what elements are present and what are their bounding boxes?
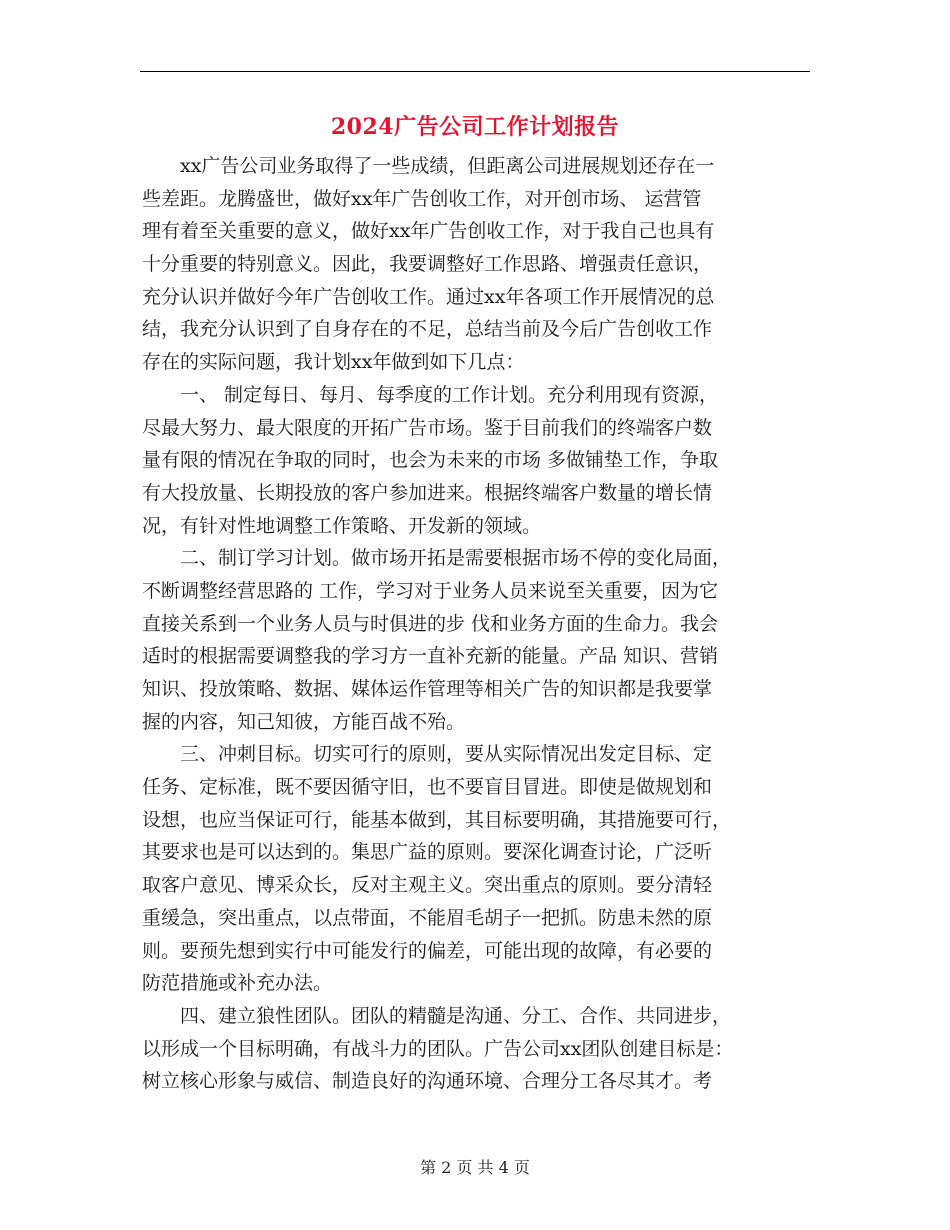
- text-line: 尽最大努力、最大限度的开拓广告市场。鉴于目前我们的终端客户数: [142, 416, 713, 439]
- text-line: 则。要预先想到实行中可能发行的偏差，可能出现的故障，有必要的: [142, 939, 713, 962]
- text-line: 四、建立狼性团队。团队的精髓是沟通、分工、合作、共同进步，: [142, 1004, 732, 1027]
- document-title: 2024广告公司工作计划报告: [330, 114, 620, 140]
- text-line: 十分重要的特别意义。因此，我要调整好工作思路、增强责任意识，: [142, 253, 713, 276]
- text-line: 防范措施或补充办法。: [142, 972, 333, 995]
- text-line: 有大投放量、长期投放的客户参加进来。根据终端客户数量的增长情: [142, 481, 713, 504]
- text-line: 三、冲刺目标。切实可行的原则，要从实际情况出发定目标、定: [142, 743, 713, 766]
- text-line: 况，有针对性地调整工作策略、开发新的领域。: [142, 514, 542, 537]
- text-line: 不断调整经营思路的 工作，学习对于业务人员来说至关重要，因为它: [142, 579, 719, 602]
- document-body: [142, 150, 810, 1098]
- text-line: 其要求也是可以达到的。集思广益的原则。要深化调查讨论，广泛听: [142, 841, 713, 864]
- text-line: 设想，也应当保证可行，能基本做到，其目标要明确，其措施要可行，: [142, 808, 732, 831]
- text-line: 理有着至关重要的意义，做好xx年广告创收工作，对于我自己也具有: [142, 220, 715, 243]
- text-line: 知识、投放策略、数据、媒体运作管理等相关广告的知识都是我要掌: [142, 678, 713, 700]
- text-line: 握的内容，知己知彼，方能百战不殆。: [142, 710, 466, 733]
- text-line: 一、 制定每日、每月、每季度的工作计划。充分利用现有资源，: [142, 383, 719, 406]
- text-line: 以形成一个目标明确，有战斗力的团队。广告公司xx团队创建目标是：: [142, 1037, 734, 1060]
- text-line: 树立核心形象与威信、制造良好的沟通环境、合理分工各尽其才。考: [142, 1070, 713, 1093]
- text-line: 取客户意见、博采众长，反对主观主义。突出重点的原则。要分清轻: [142, 874, 713, 897]
- text-line: 任务、定标准，既不要因循守旧，也不要盲目冒进。即使是做规划和: [142, 776, 713, 799]
- text-line: 二、制订学习计划。做市场开拓是需要根据市场不停的变化局面，: [142, 547, 732, 570]
- page-footer: 第 2 页 共 4 页: [420, 1158, 530, 1177]
- text-line: 结，我充分认识到了自身存在的不足，总结当前及今后广告创收工作: [142, 318, 713, 341]
- text-line: 适时的根据需要调整我的学习方一直补充新的能量。产品 知识、营销: [142, 645, 719, 668]
- text-line: 些差距。龙腾盛世，做好xx年广告创收工作，对开创市场、 运营管: [142, 187, 702, 210]
- text-line: xx广告公司业务取得了一些成绩，但距离公司进展规划还存在一: [142, 155, 715, 177]
- text-line: 重缓急，突出重点，以点带面，不能眉毛胡子一把抓。防患未然的原: [142, 906, 713, 929]
- text-line: 存在的实际问题，我计划xx年做到如下几点：: [142, 351, 525, 374]
- text-line: 量有限的情况在争取的同时，也会为未来的市场 多做铺垫工作，争取: [142, 449, 719, 472]
- header-rule: [140, 71, 810, 72]
- text-line: 充分认识并做好今年广告创收工作。通过xx年各项工作开展情况的总: [142, 285, 715, 308]
- text-line: 直接关系到一个业务人员与时俱进的步 伐和业务方面的生命力。我会: [142, 612, 719, 635]
